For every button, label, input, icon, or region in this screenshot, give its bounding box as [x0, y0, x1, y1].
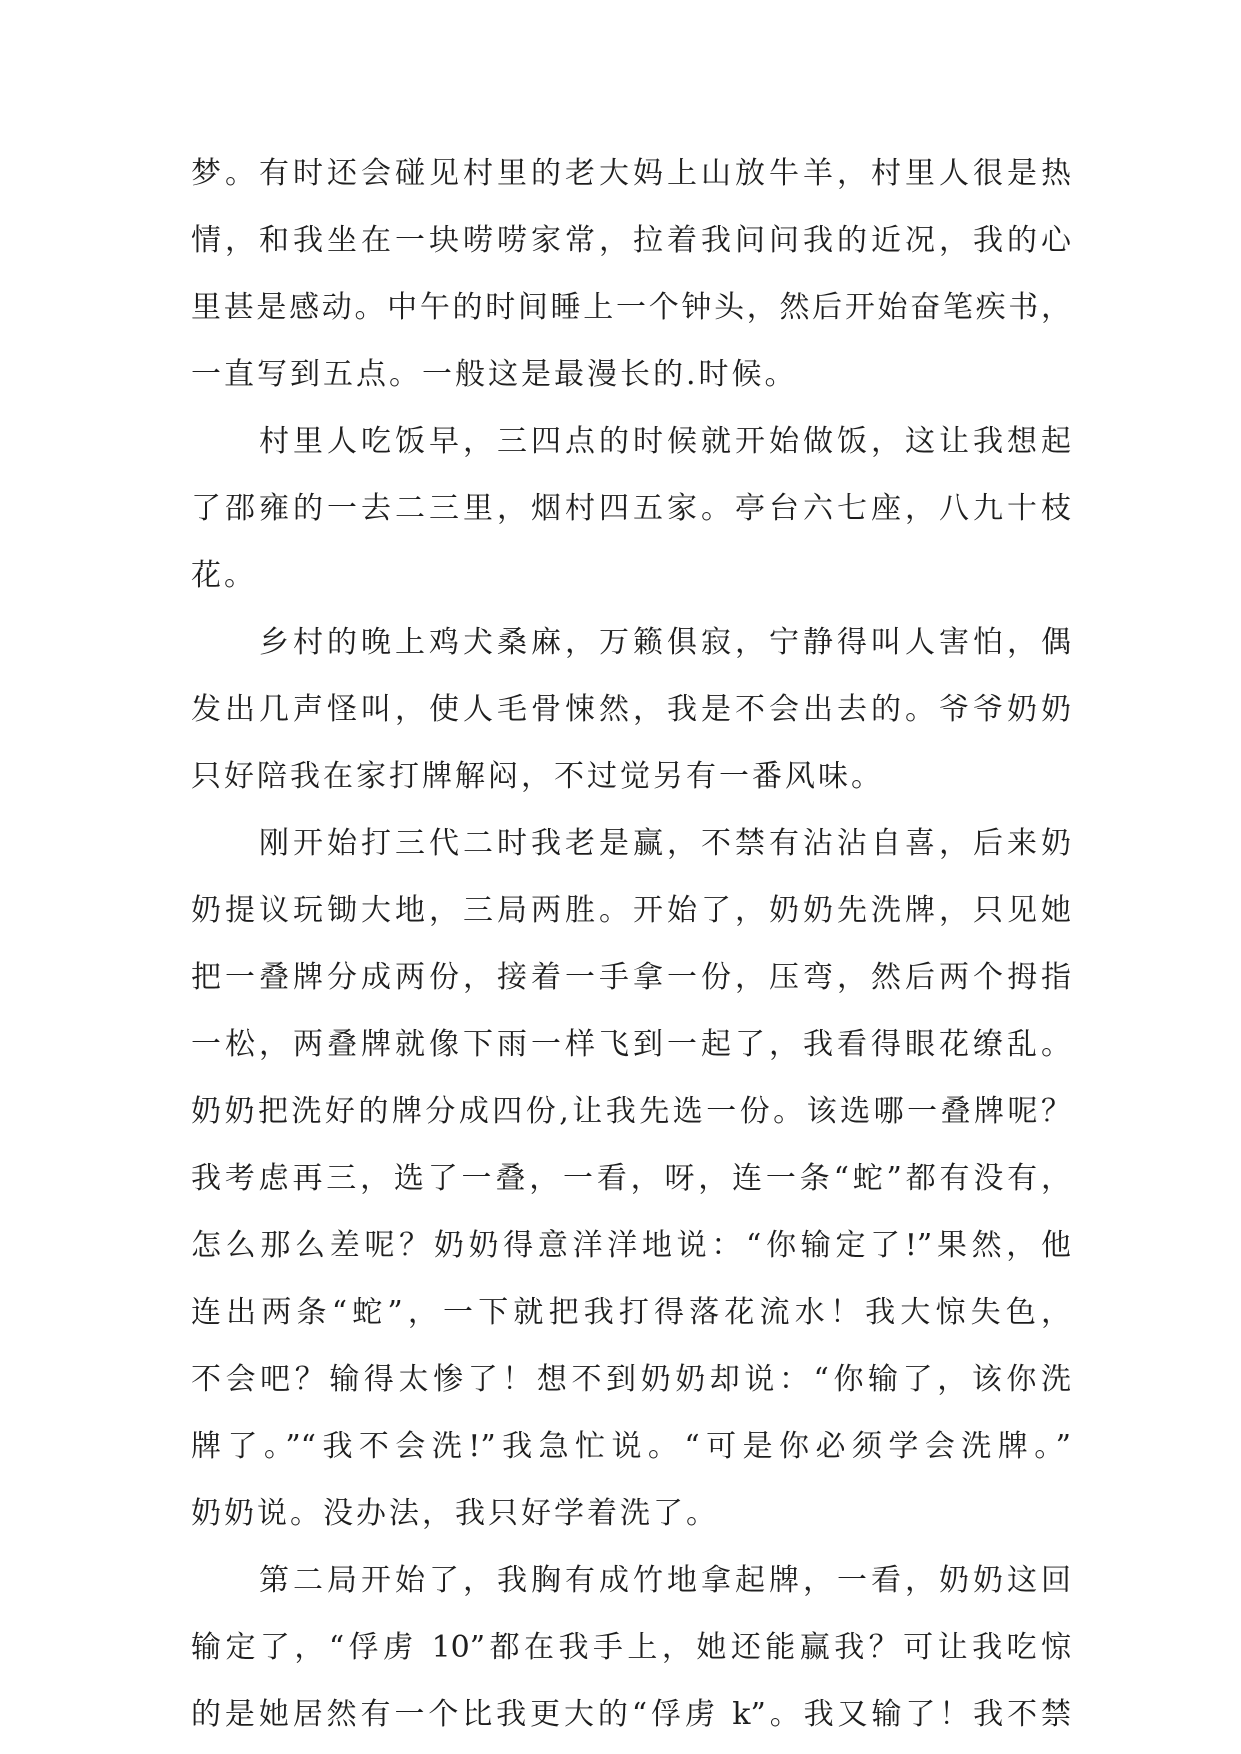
text-line: 奶提议玩锄大地，三局两胜。开始了，奶奶先洗牌，只见她	[191, 893, 1071, 928]
text-line: 刚开始打三代二时我老是赢，不禁有沾沾自喜，后来奶	[191, 826, 1071, 861]
text-line: 只好陪我在家打牌解闷，不过觉另有一番风味。	[191, 759, 884, 794]
text-line: 乡村的晚上鸡犬桑麻，万籁俱寂，宁静得叫人害怕，偶	[191, 625, 1071, 660]
text-line: 了邵雍的一去二三里，烟村四五家。亭台六七座，八九十枝	[191, 491, 1071, 526]
text-line: 牌了。”“我不会洗!”我急忙说。“可是你必须学会洗牌。”	[191, 1429, 1071, 1464]
text-line: 奶奶说。没办法，我只好学着洗了。	[191, 1496, 719, 1531]
text-line: 把一叠牌分成两份，接着一手拿一份，压弯，然后两个拇指	[191, 960, 1071, 995]
text-line: 第二局开始了，我胸有成竹地拿起牌，一看，奶奶这回	[191, 1563, 1071, 1598]
text-line: 里甚是感动。中午的时间睡上一个钟头，然后开始奋笔疾书，	[191, 290, 1071, 325]
text-line: 我考虑再三，选了一叠，一看，呀，连一条“蛇”都有没有，	[191, 1161, 1071, 1196]
document-body	[191, 140, 1071, 1748]
text-line: 花。	[191, 558, 257, 593]
text-line: 情，和我坐在一块唠唠家常，拉着我问问我的近况，我的心	[191, 223, 1071, 258]
text-line: 村里人吃饭早，三四点的时候就开始做饭，这让我想起	[191, 424, 1071, 459]
text-line: 怎么那么差呢？奶奶得意洋洋地说：“你输定了!”果然，他	[191, 1228, 1071, 1263]
text-line: 发出几声怪叫，使人毛骨悚然，我是不会出去的。爷爷奶奶	[191, 692, 1071, 727]
text-line: 梦。有时还会碰见村里的老大妈上山放牛羊，村里人很是热	[191, 156, 1071, 191]
text-line: 不会吧？输得太惨了！想不到奶奶却说：“你输了，该你洗	[191, 1362, 1071, 1397]
text-line: 连出两条“蛇”，一下就把我打得落花流水！我大惊失色，	[191, 1295, 1071, 1330]
text-line: 的是她居然有一个比我更大的“俘虏 k”。我又输了！我不禁	[191, 1697, 1071, 1732]
text-line: 奶奶把洗好的牌分成四份,让我先选一份。该选哪一叠牌呢？	[191, 1094, 1071, 1129]
text-line: 一松，两叠牌就像下雨一样飞到一起了，我看得眼花缭乱。	[191, 1027, 1071, 1062]
text-line: 一直写到五点。一般这是最漫长的.时候。	[191, 357, 798, 392]
text-line: 输定了，“俘虏 10”都在我手上，她还能赢我？可让我吃惊	[191, 1630, 1071, 1665]
